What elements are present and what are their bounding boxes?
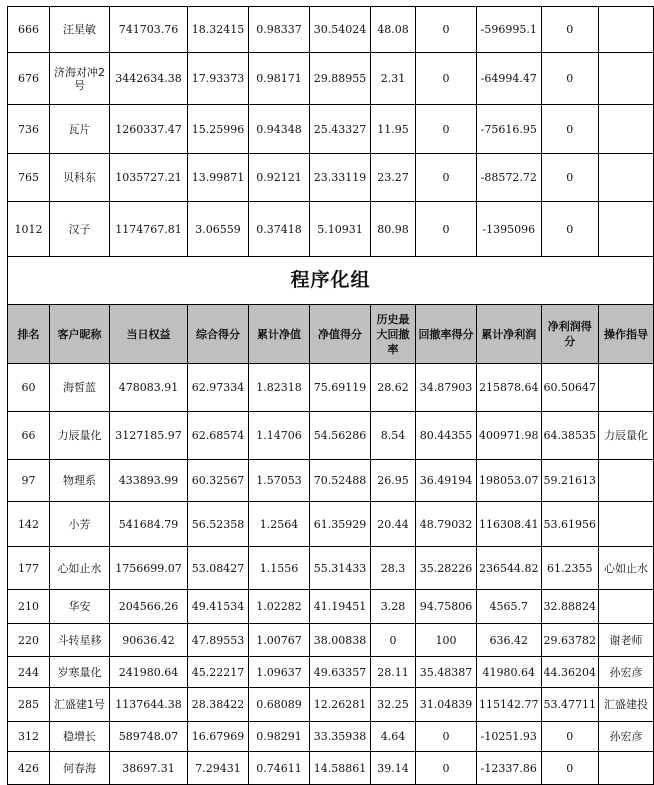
guide-cell — [599, 154, 654, 202]
guide-cell — [599, 105, 654, 154]
rank-cell: 426 — [8, 752, 50, 785]
max-drawdown-cell: 2.31 — [371, 53, 416, 105]
total-score-cell: 53.08427 — [188, 547, 249, 590]
net-profit-cell: -75616.95 — [477, 105, 542, 154]
guide-cell — [599, 752, 654, 785]
nav-score-cell: 70.52488 — [310, 460, 371, 502]
equity-cell: 241980.64 — [110, 657, 188, 688]
table-row — [8, 7, 654, 53]
drawdown-score-cell: 35.48387 — [416, 657, 477, 688]
rank-cell: 285 — [8, 688, 50, 722]
total-score-cell: 16.67969 — [188, 722, 249, 752]
profit-score-cell: 29.63782 — [541, 624, 599, 657]
net-profit-cell: -64994.47 — [477, 53, 542, 105]
header-profit-score: 净利润得分 — [541, 305, 599, 364]
nav-cell: 0.98337 — [249, 7, 310, 53]
drawdown-score-cell: 80.44355 — [416, 412, 477, 460]
header-score: 综合得分 — [188, 305, 249, 364]
header-guide: 操作指导 — [599, 305, 654, 364]
profit-score-cell: 61.2355 — [541, 547, 599, 590]
table-row — [8, 53, 654, 105]
nav-score-cell: 29.88955 — [310, 53, 371, 105]
customer-name-cell: 心如止水 — [50, 547, 110, 590]
ranking-table — [7, 6, 654, 785]
guide-cell: 汇盛建投 — [599, 688, 654, 722]
profit-score-cell: 0 — [541, 752, 599, 785]
customer-name-cell: 济海对冲2号 — [50, 53, 110, 105]
guide-cell — [599, 460, 654, 502]
equity-cell: 1137644.38 — [110, 688, 188, 722]
table-row — [8, 202, 654, 257]
total-score-cell: 18.32415 — [188, 7, 249, 53]
equity-cell: 589748.07 — [110, 722, 188, 752]
profit-score-cell: 64.38535 — [541, 412, 599, 460]
rank-cell: 676 — [8, 53, 50, 105]
nav-cell: 1.09637 — [249, 657, 310, 688]
nav-cell: 0.37418 — [249, 202, 310, 257]
customer-name-cell: 华安 — [50, 590, 110, 624]
customer-name-cell: 斗转星移 — [50, 624, 110, 657]
table-row — [8, 460, 654, 502]
equity-cell: 1035727.21 — [110, 154, 188, 202]
nav-cell: 0.92121 — [249, 154, 310, 202]
rank-cell: 312 — [8, 722, 50, 752]
customer-name-cell: 岁寒量化 — [50, 657, 110, 688]
max-drawdown-cell: 8.54 — [371, 412, 416, 460]
net-profit-cell: 116308.41 — [477, 502, 542, 547]
max-drawdown-cell: 28.3 — [371, 547, 416, 590]
profit-score-cell: 53.61956 — [541, 502, 599, 547]
nav-score-cell: 38.00838 — [310, 624, 371, 657]
net-profit-cell: 4565.7 — [477, 590, 542, 624]
equity-cell: 433893.99 — [110, 460, 188, 502]
nav-cell: 1.02282 — [249, 590, 310, 624]
nav-score-cell: 33.35938 — [310, 722, 371, 752]
rank-cell: 244 — [8, 657, 50, 688]
total-score-cell: 28.38422 — [188, 688, 249, 722]
nav-cell: 1.1556 — [249, 547, 310, 590]
customer-name-cell: 物理系 — [50, 460, 110, 502]
equity-cell: 3442634.38 — [110, 53, 188, 105]
total-score-cell: 17.93373 — [188, 53, 249, 105]
rank-cell: 142 — [8, 502, 50, 547]
nav-cell: 1.2564 — [249, 502, 310, 547]
nav-cell: 0.98291 — [249, 722, 310, 752]
table-row — [8, 412, 654, 460]
net-profit-cell: 215878.64 — [477, 364, 542, 412]
guide-cell — [599, 53, 654, 105]
nav-cell: 1.57053 — [249, 460, 310, 502]
header-net-profit: 累计净利润 — [477, 305, 542, 364]
profit-score-cell: 59.21613 — [541, 460, 599, 502]
drawdown-score-cell: 0 — [416, 202, 477, 257]
nav-cell: 1.00767 — [249, 624, 310, 657]
rank-cell: 220 — [8, 624, 50, 657]
equity-cell: 38697.31 — [110, 752, 188, 785]
nav-score-cell: 49.63357 — [310, 657, 371, 688]
nav-cell: 0.68089 — [249, 688, 310, 722]
guide-cell: 力辰量化 — [599, 412, 654, 460]
customer-name-cell: 汉子 — [50, 202, 110, 257]
nav-score-cell: 5.10931 — [310, 202, 371, 257]
profit-score-cell: 0 — [541, 105, 599, 154]
max-drawdown-cell: 11.95 — [371, 105, 416, 154]
max-drawdown-cell: 0 — [371, 624, 416, 657]
max-drawdown-cell: 3.28 — [371, 590, 416, 624]
header-nav-score: 净值得分 — [310, 305, 371, 364]
equity-cell: 541684.79 — [110, 502, 188, 547]
customer-name-cell: 力辰量化 — [50, 412, 110, 460]
equity-cell: 1756699.07 — [110, 547, 188, 590]
table-row — [8, 657, 654, 688]
table-row — [8, 105, 654, 154]
rank-cell: 60 — [8, 364, 50, 412]
equity-cell: 204566.26 — [110, 590, 188, 624]
nav-score-cell: 30.54024 — [310, 7, 371, 53]
drawdown-score-cell: 36.49194 — [416, 460, 477, 502]
header-drawdown-score: 回撤率得分 — [416, 305, 477, 364]
header-max-drawdown: 历史最大回撤率 — [371, 305, 416, 364]
total-score-cell: 15.25996 — [188, 105, 249, 154]
customer-name-cell: 海皙蓝 — [50, 364, 110, 412]
guide-cell: 孙宏彦 — [599, 722, 654, 752]
drawdown-score-cell: 0 — [416, 752, 477, 785]
guide-cell — [599, 202, 654, 257]
guide-cell: 谢老师 — [599, 624, 654, 657]
nav-cell: 1.14706 — [249, 412, 310, 460]
nav-score-cell: 14.58861 — [310, 752, 371, 785]
rank-cell: 1012 — [8, 202, 50, 257]
customer-name-cell: 瓦片 — [50, 105, 110, 154]
header-equity: 当日权益 — [110, 305, 188, 364]
total-score-cell: 45.22217 — [188, 657, 249, 688]
equity-cell: 1260337.47 — [110, 105, 188, 154]
drawdown-score-cell: 0 — [416, 154, 477, 202]
customer-name-cell: 何春海 — [50, 752, 110, 785]
total-score-cell: 7.29431 — [188, 752, 249, 785]
total-score-cell: 56.52358 — [188, 502, 249, 547]
section-header — [8, 257, 654, 364]
net-profit-cell: 236544.82 — [477, 547, 542, 590]
guide-cell — [599, 502, 654, 547]
max-drawdown-cell: 48.08 — [371, 7, 416, 53]
max-drawdown-cell: 20.44 — [371, 502, 416, 547]
net-profit-cell: 198053.07 — [477, 460, 542, 502]
guide-cell: 孙宏彦 — [599, 657, 654, 688]
program-section — [8, 364, 654, 785]
table-row — [8, 722, 654, 752]
nav-score-cell: 12.26281 — [310, 688, 371, 722]
net-profit-cell: -88572.72 — [477, 154, 542, 202]
drawdown-score-cell: 34.87903 — [416, 364, 477, 412]
table-row — [8, 547, 654, 590]
total-score-cell: 3.06559 — [188, 202, 249, 257]
profit-score-cell: 44.36204 — [541, 657, 599, 688]
drawdown-score-cell: 35.28226 — [416, 547, 477, 590]
net-profit-cell: 41980.64 — [477, 657, 542, 688]
customer-name-cell: 小芳 — [50, 502, 110, 547]
customer-name-cell: 稳增长 — [50, 722, 110, 752]
rank-cell: 177 — [8, 547, 50, 590]
drawdown-score-cell: 0 — [416, 105, 477, 154]
customer-name-cell: 汇盛建1号 — [50, 688, 110, 722]
table-row — [8, 688, 654, 722]
total-score-cell: 13.99871 — [188, 154, 249, 202]
table-row — [8, 590, 654, 624]
guide-cell: 心如止水 — [599, 547, 654, 590]
table-row — [8, 752, 654, 785]
net-profit-cell: -12337.86 — [477, 752, 542, 785]
drawdown-score-cell: 0 — [416, 7, 477, 53]
nav-cell: 0.98171 — [249, 53, 310, 105]
equity-cell: 90636.42 — [110, 624, 188, 657]
drawdown-score-cell: 31.04839 — [416, 688, 477, 722]
net-profit-cell: 400971.98 — [477, 412, 542, 460]
profit-score-cell: 0 — [541, 53, 599, 105]
max-drawdown-cell: 80.98 — [371, 202, 416, 257]
drawdown-score-cell: 94.75806 — [416, 590, 477, 624]
nav-score-cell: 25.43327 — [310, 105, 371, 154]
drawdown-score-cell: 0 — [416, 722, 477, 752]
equity-cell: 3127185.97 — [110, 412, 188, 460]
table-row — [8, 502, 654, 547]
nav-score-cell: 54.56286 — [310, 412, 371, 460]
max-drawdown-cell: 4.64 — [371, 722, 416, 752]
max-drawdown-cell: 23.27 — [371, 154, 416, 202]
rank-cell: 210 — [8, 590, 50, 624]
guide-cell — [599, 590, 654, 624]
total-score-cell: 49.41534 — [188, 590, 249, 624]
nav-cell: 1.82318 — [249, 364, 310, 412]
equity-cell: 478083.91 — [110, 364, 188, 412]
profit-score-cell: 60.50647 — [541, 364, 599, 412]
top-section — [8, 7, 654, 257]
max-drawdown-cell: 39.14 — [371, 752, 416, 785]
equity-cell: 741703.76 — [110, 7, 188, 53]
profit-score-cell: 32.88824 — [541, 590, 599, 624]
table-row — [8, 624, 654, 657]
max-drawdown-cell: 28.11 — [371, 657, 416, 688]
total-score-cell: 62.68574 — [188, 412, 249, 460]
header-rank: 排名 — [8, 305, 50, 364]
net-profit-cell: -10251.93 — [477, 722, 542, 752]
profit-score-cell: 0 — [541, 7, 599, 53]
guide-cell — [599, 364, 654, 412]
drawdown-score-cell: 48.79032 — [416, 502, 477, 547]
max-drawdown-cell: 28.62 — [371, 364, 416, 412]
customer-name-cell: 汪星敏 — [50, 7, 110, 53]
net-profit-cell: -1395096 — [477, 202, 542, 257]
guide-cell — [599, 7, 654, 53]
rank-cell: 66 — [8, 412, 50, 460]
drawdown-score-cell: 0 — [416, 53, 477, 105]
total-score-cell: 47.89553 — [188, 624, 249, 657]
header-nav: 累计净值 — [249, 305, 310, 364]
total-score-cell: 60.32567 — [188, 460, 249, 502]
customer-name-cell: 贝科东 — [50, 154, 110, 202]
drawdown-score-cell: 100 — [416, 624, 477, 657]
nav-score-cell: 23.33119 — [310, 154, 371, 202]
profit-score-cell: 0 — [541, 722, 599, 752]
total-score-cell: 62.97334 — [188, 364, 249, 412]
max-drawdown-cell: 26.95 — [371, 460, 416, 502]
rank-cell: 736 — [8, 105, 50, 154]
profit-score-cell: 53.47711 — [541, 688, 599, 722]
profit-score-cell: 0 — [541, 154, 599, 202]
max-drawdown-cell: 32.25 — [371, 688, 416, 722]
nav-cell: 0.94348 — [249, 105, 310, 154]
nav-score-cell: 61.35929 — [310, 502, 371, 547]
rank-cell: 765 — [8, 154, 50, 202]
table-row — [8, 154, 654, 202]
table-row — [8, 364, 654, 412]
header-name: 客户昵称 — [50, 305, 110, 364]
net-profit-cell: 115142.77 — [477, 688, 542, 722]
section-title: 程序化组 — [8, 257, 654, 305]
nav-cell: 0.74611 — [249, 752, 310, 785]
nav-score-cell: 41.19451 — [310, 590, 371, 624]
rank-cell: 97 — [8, 460, 50, 502]
equity-cell: 1174767.81 — [110, 202, 188, 257]
net-profit-cell: 636.42 — [477, 624, 542, 657]
nav-score-cell: 55.31433 — [310, 547, 371, 590]
net-profit-cell: -596995.1 — [477, 7, 542, 53]
rank-cell: 666 — [8, 7, 50, 53]
profit-score-cell: 0 — [541, 202, 599, 257]
nav-score-cell: 75.69119 — [310, 364, 371, 412]
